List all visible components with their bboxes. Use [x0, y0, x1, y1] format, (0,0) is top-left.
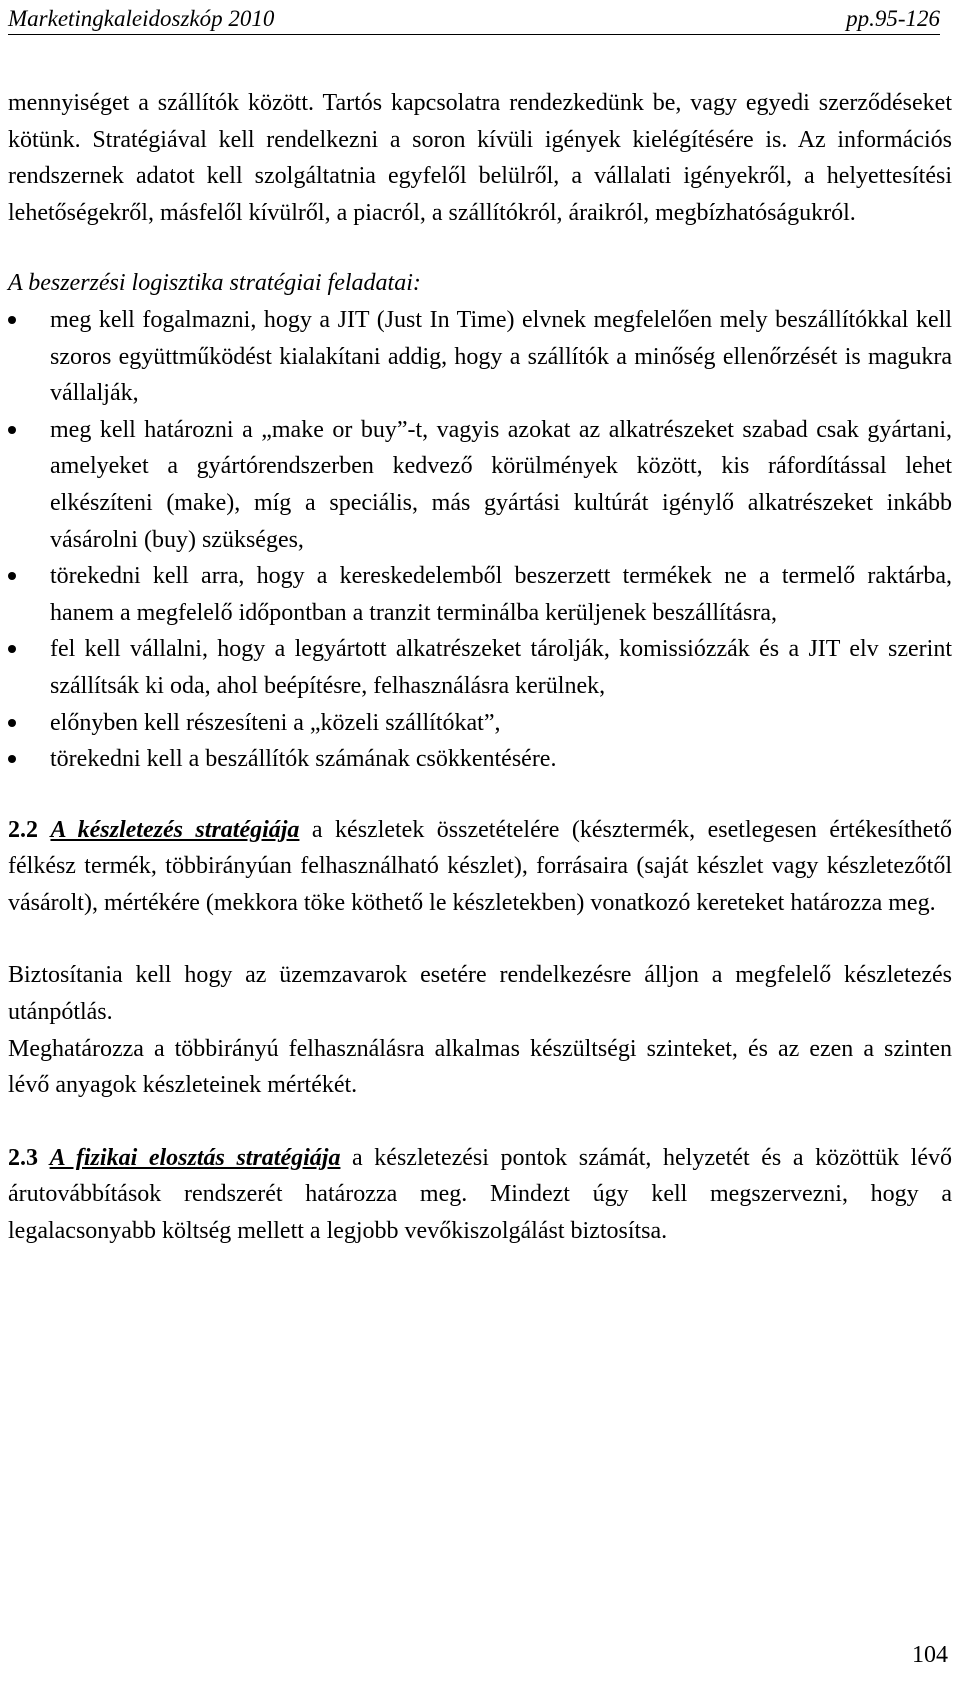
list-item: [8, 741, 952, 778]
list-item: [8, 631, 952, 704]
bullet-icon: [8, 316, 16, 324]
section-number: 2.3: [8, 1144, 38, 1171]
list-item: [8, 302, 952, 412]
spacer: [8, 231, 952, 265]
spacer: [8, 1104, 952, 1140]
list-item-text: meg kell határozni a „make or buy”-t, vagyis azokat az alkatrészeket szabad csak gyártani, amelyeket a gyártórendszerben kedvező körülmények között, kis ráfordítással lehet elkészíteni (make), míg a speciális, más gyártási kultúrát igénylő alkatrészeket inkább vásárolni (buy) szükséges,: [50, 416, 952, 553]
procurement-task-list: [8, 302, 952, 778]
list-item-text: törekedni kell a beszállítók számának csökkentésére.: [50, 746, 557, 773]
spacer: [8, 778, 952, 812]
section-2-2-paragraph: [8, 812, 952, 922]
section-title: A készletezés stratégiája: [50, 816, 300, 843]
bullet-icon: [8, 645, 16, 653]
page-header: [8, 4, 940, 35]
journal-title: Marketingkaleidoszkóp 2010: [8, 6, 275, 31]
page-number: 104: [912, 1642, 948, 1668]
section-body: a készletezési pontok számát, helyzetét és a közöttük lévő árutovábbítások rendszerét határozza meg. Mindezt úgy kell megszervezni, hogy a legalacsonyabb költség mellett a legjobb vevőkiszolgálást biztosítsa.: [8, 1144, 953, 1245]
bullet-icon: [8, 572, 16, 580]
list-item: [8, 558, 952, 631]
section-number: 2.2: [8, 816, 38, 843]
spacer: [8, 921, 952, 957]
bullet-icon: [8, 755, 16, 763]
list-item: [8, 705, 952, 742]
list-item: [8, 412, 952, 558]
list-item-text: fel kell vállalni, hogy a legyártott alkatrészeket tárolják, komissiózzák és a JIT elv szerint szállítsák ki oda, ahol beépítésre, felhasználásra kerülnek,: [50, 636, 952, 699]
list-item-text: előnyben kell részesíteni a „közeli szállítókat”,: [50, 709, 501, 736]
section-2-3-paragraph: [8, 1140, 952, 1250]
intro-paragraph: mennyiséget a szállítók között. Tartós kapcsolatra rendezkedünk be, vagy egyedi szerződéseket kötünk. Stratégiával kell rendelkezni a soron kívüli igények kielégítésére is. Az információs rendszernek adatot kell szolgáltatnia egyfelől belülről, a vállalati igényekről, a helyettesítési lehetőségekről, másfelől kívülről, a piacról, a szállítókról, áraikról, megbízhatóságukról.: [8, 90, 952, 226]
bullet-icon: [8, 719, 16, 727]
document-body: [8, 85, 952, 1250]
list-item-text: törekedni kell arra, hogy a kereskedelemből beszerzett termékek ne a termelő raktárba, hanem a megfelelő időpontban a tranzit terminálba kerüljenek beszállításra,: [50, 563, 952, 626]
section-title: A fizikai elosztás stratégiája: [49, 1144, 341, 1171]
page-range: pp.95-126: [846, 6, 940, 31]
section-body: a készletek összetételére (késztermék, esetlegesen értékesíthető félkész termék, többirányúan felhasználható készlet), forrásaira (saját készlet vagy készletezőtől vásárolt), mértékére (mekkora töke köthető le készletekben) vonatkozó kereteket határozza meg.: [8, 816, 952, 916]
paragraph-meghatarozza: Meghatározza a többirányú felhasználásra alkalmas készültségi szinteket, és az ezen a szinten lévő anyagok készleteinek mértékét.: [8, 1035, 952, 1099]
list-item-text: meg kell fogalmazni, hogy a JIT (Just In Time) elvnek megfelelően mely beszállítókkal kell szoros együttműködést kialakítani addig, hogy a szállítók a minőség ellenőrzését is magukra vállalják,: [50, 306, 952, 407]
bullet-icon: [8, 426, 16, 434]
paragraph-biztositania: Biztosítania kell hogy az üzemzavarok esetére rendelkezésre álljon a megfelelő készletezés utánpótlás.: [8, 962, 952, 1026]
procurement-lead: A beszerzési logisztika stratégiai feladatai:: [8, 270, 421, 297]
